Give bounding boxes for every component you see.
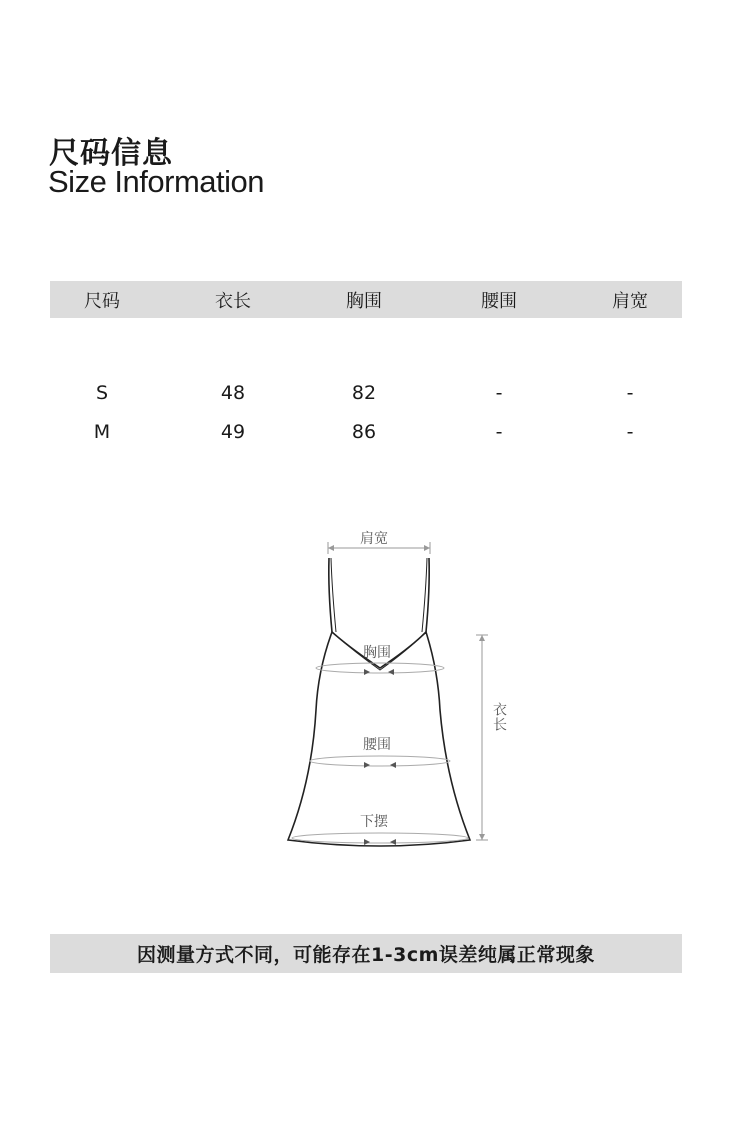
table-header-row: [50, 281, 682, 318]
cell-waist: -: [495, 381, 503, 404]
waist-label: 腰围: [363, 737, 391, 753]
shoulder-label: 肩宽: [360, 531, 388, 547]
cell-length: 48: [220, 381, 246, 404]
cell-shoulder: -: [626, 381, 634, 404]
header-waist: 腰围: [481, 290, 517, 312]
size-table: [50, 281, 682, 451]
cell-shoulder: -: [626, 420, 634, 443]
cell-waist: -: [495, 420, 503, 443]
header-shoulder: 肩宽: [612, 290, 648, 312]
cell-size: S: [95, 381, 109, 404]
cell-chest: 82: [351, 381, 377, 404]
cell-chest: 86: [351, 420, 377, 443]
page-title-cn: 尺码信息: [49, 136, 173, 171]
camisole-illustration: [270, 520, 510, 860]
page-title-en: Size Information: [48, 164, 264, 199]
cell-length: 49: [220, 420, 246, 443]
measurement-notice: 因测量方式不同，可能存在1-3cm误差纯属正常现象: [50, 934, 682, 973]
chest-label: 胸围: [363, 645, 391, 661]
table-row: [50, 412, 682, 451]
header-length: 衣长: [215, 290, 251, 312]
header-size: 尺码: [84, 290, 120, 312]
cell-size: M: [93, 420, 111, 443]
table-row: [50, 373, 682, 412]
length-label: 衣长: [491, 702, 507, 732]
hem-label: 下摆: [360, 814, 388, 830]
garment-measurement-diagram: [270, 520, 510, 860]
header-chest: 胸围: [346, 290, 382, 312]
